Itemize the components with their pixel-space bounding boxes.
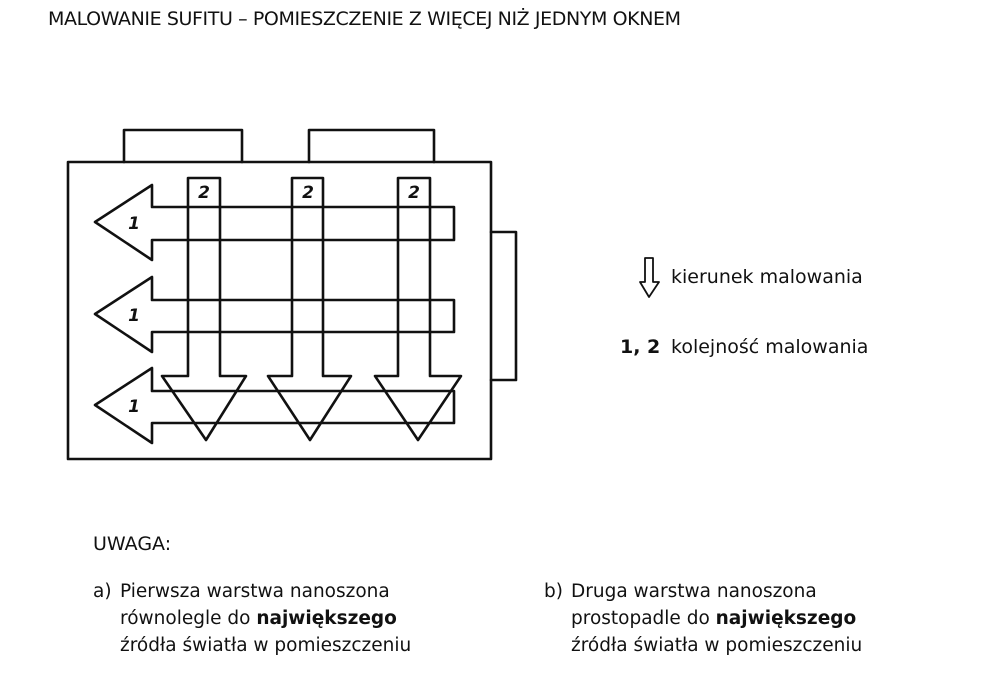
note-b-emphasis: największego xyxy=(715,608,857,629)
vertical-arrow-label-2: 2 xyxy=(302,183,314,203)
note-heading: UWAGA: xyxy=(93,533,172,555)
page-title: MALOWANIE SUFITU – POMIESZCZENIE Z WIĘCEJ NIŻ JEDNYM OKNEM xyxy=(48,8,681,30)
horizontal-arrow-2 xyxy=(95,277,454,352)
vertical-arrow-label-3: 2 xyxy=(408,183,420,203)
legend-direction-text: kierunek malowania xyxy=(671,266,863,288)
horizontal-arrow-label-1: 1 xyxy=(128,214,140,234)
top-window-left xyxy=(124,130,242,162)
note-a-line3: źródła światła w pomieszczeniu xyxy=(120,635,412,656)
note-a-emphasis: największego xyxy=(256,608,397,629)
note-b-marker: b) xyxy=(544,581,563,602)
legend-order-key: 1, 2 xyxy=(620,336,661,358)
note-b-line2: prostopadle do xyxy=(571,608,716,629)
note-b xyxy=(544,578,862,659)
horizontal-arrow-label-2: 1 xyxy=(128,306,140,326)
horizontal-arrow-label-3: 1 xyxy=(128,397,140,417)
legend-order-text: kolejność malowania xyxy=(671,336,869,358)
note-a-line1: Pierwsza warstwa nanoszona xyxy=(120,581,390,602)
side-window xyxy=(491,232,516,380)
horizontal-arrow-1 xyxy=(95,185,454,260)
down-arrow-outline-icon xyxy=(638,256,662,300)
vertical-arrow-2 xyxy=(268,178,351,440)
note-b-line1: Druga warstwa nanoszona xyxy=(571,581,817,602)
note-a xyxy=(93,578,411,659)
note-a-marker: a) xyxy=(93,581,112,602)
note-a-line2: równolegle do xyxy=(120,608,257,629)
vertical-arrow-1 xyxy=(162,178,246,440)
vertical-arrow-label-1: 2 xyxy=(198,183,210,203)
vertical-arrow-3 xyxy=(375,178,461,440)
horizontal-arrow-3 xyxy=(95,368,454,443)
note-b-line3: źródła światła w pomieszczeniu xyxy=(571,635,863,656)
top-window-right xyxy=(309,130,434,162)
